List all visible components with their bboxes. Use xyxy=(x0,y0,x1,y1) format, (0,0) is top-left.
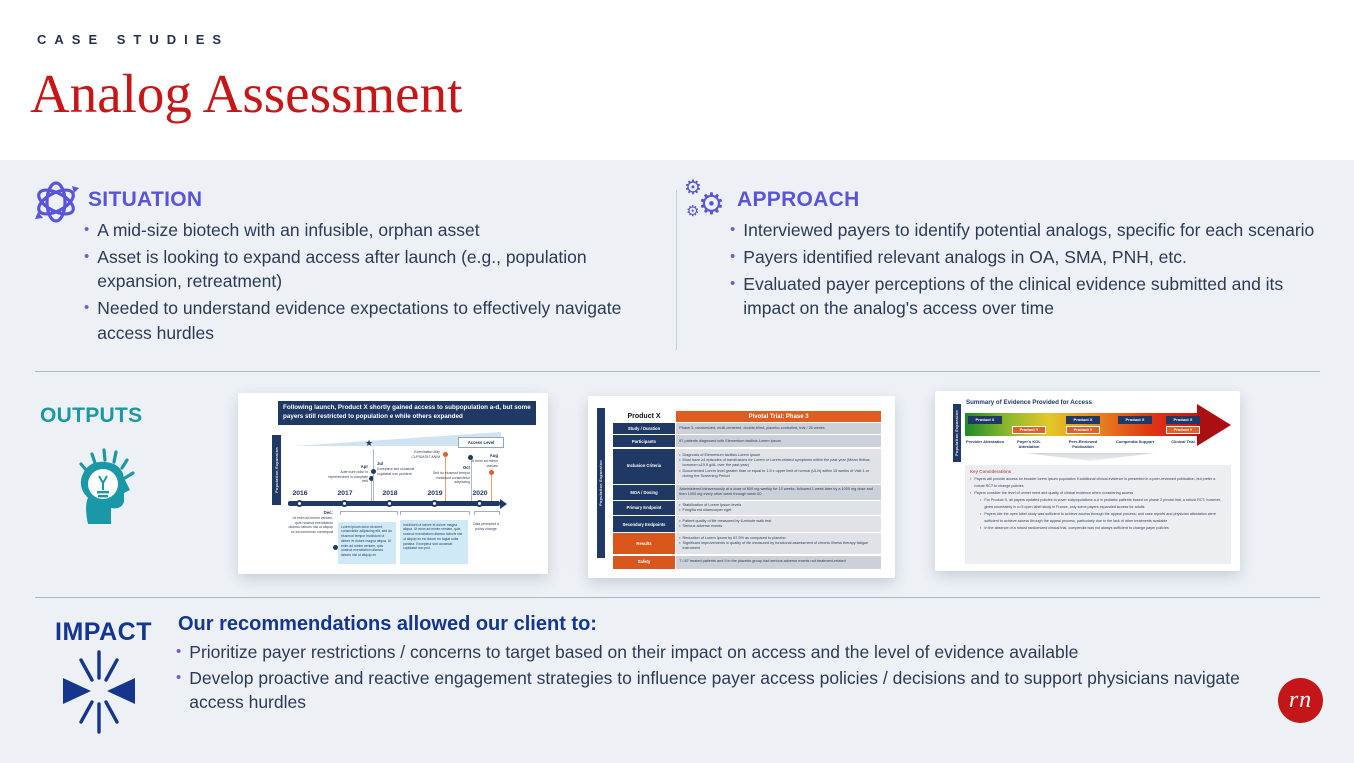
outputs-heading: OUTPUTS xyxy=(40,404,143,427)
milestone-stem xyxy=(371,481,372,501)
bullet-text: Prioritize payer restrictions / concerns to target based on their impact on access and the level of evidence available xyxy=(189,642,1079,662)
mini-slide-title: Following launch, Product X shortly gained access to subpopulation a-d, but some payers still restricted to population e while others expanded xyxy=(278,401,536,425)
product-x-chip: Product X xyxy=(1118,416,1152,425)
row-value: Administered intravenously at a dose of 800 mg weekly for 10 weeks, followed 1 week later by a 1000 mg dose and then 1000 mg every other week through week 50 xyxy=(676,485,881,500)
bullet-text: Payers identified relevant analogs in OA, SMA, PNH, etc. xyxy=(743,247,1187,268)
output-thumbnail-timeline[interactable] xyxy=(238,393,548,574)
converging-arrows-icon xyxy=(55,648,143,736)
bracket xyxy=(340,511,398,515)
timeline-node xyxy=(476,500,483,507)
list-item xyxy=(84,245,674,293)
list-item xyxy=(176,640,1261,664)
product-x-chip: Product X xyxy=(1166,416,1200,425)
output-thumbnail-trial-table[interactable] xyxy=(588,396,895,578)
situation-heading: SITUATION xyxy=(88,188,203,211)
timeline-arrowhead xyxy=(500,499,507,509)
consideration-item: ▪ Payers will provide access for broader lorem ipsum population if additional clinical evidence is presented in a peer-reviewed publication, but prefer a robust RCT to change policies xyxy=(970,477,1216,489)
bullet-dot: • xyxy=(730,248,736,266)
row-label: Secondary Endpoints xyxy=(613,516,675,532)
bullet-dot: • xyxy=(176,669,182,687)
key-considerations-title: Key Considerations xyxy=(970,469,1012,474)
timeline-node xyxy=(341,500,348,507)
bullet-dot: • xyxy=(176,643,182,660)
section-divider xyxy=(35,371,1320,372)
row-value: ▪ Diagnosis of Elementum facilisis Lorem Ipsum ▪ Must have ≥4 episodes of transfusions for Lorem or Lorem-related symptoms within the past year (Mean finibus bonorum ≤10.5 g/dL over the past year) ▪ Documented Lorem level greater than or equal to 1.5 x upper limit of normal (ULN) within 15 weeks of Visit 1 or during the Screening Period xyxy=(676,449,881,484)
product-y-chip: Product Y xyxy=(1166,426,1200,435)
row-label: MOA / Dosing xyxy=(613,485,675,500)
table-row xyxy=(613,533,881,554)
bullet-text: Needed to understand evidence expectations to effectively navigate access hurdles xyxy=(97,298,622,343)
table-row xyxy=(613,516,881,532)
table-header: Pivotal Trial: Phase 3 xyxy=(676,411,881,422)
milestone-aug: Aug Ut enim ad minim veniam xyxy=(470,453,498,468)
trial-table xyxy=(613,411,881,569)
row-label: Study / Duration xyxy=(613,423,675,434)
bullet-text: Develop proactive and reactive engagement strategies to influence payer access policies / decisions and to support physicians navigate access hurdles xyxy=(189,668,1240,713)
milestone-stem xyxy=(373,449,374,501)
impact-bullet-list xyxy=(176,640,1261,716)
row-label: Results xyxy=(613,533,675,554)
evidence-column-label: Peer-Reviewed Publication xyxy=(1068,439,1098,450)
bullet-text: Asset is looking to expand access after launch (e.g., population expansion, retreatment) xyxy=(97,247,587,292)
approach-heading: APPROACH xyxy=(737,188,860,211)
year-label: 2019 xyxy=(427,490,443,497)
gears-icon: ⚙ ⚙ ⚙ xyxy=(684,177,725,221)
bullet-dot: • xyxy=(730,275,736,293)
consideration-subitem: ▪ Payers cite the open label study was sufficient to achieve access through the appeal process; and case reports and physician attestation were sufficient to achieve access through the appeal process, particularly due to the lack of other treatments available xyxy=(980,512,1216,524)
consideration-item: ▪ Payers consider the level of unmet need and quality of clinical evidence when considering access xyxy=(970,491,1134,496)
list-item xyxy=(176,666,1261,714)
key-considerations-box xyxy=(965,465,1231,564)
milestone-dot xyxy=(489,470,494,475)
product-name: Product X xyxy=(627,413,661,420)
column-divider xyxy=(676,190,677,350)
product-x-chip: Product X xyxy=(968,416,1002,425)
timeline-bar xyxy=(288,501,500,506)
row-value: 87 patients diagnosed with Elementum facilisis Lorem Ipsum xyxy=(676,435,881,447)
table-row xyxy=(613,435,881,447)
evidence-column-label: Compendia Support xyxy=(1115,439,1155,444)
bracket xyxy=(474,511,500,515)
row-label: Participants xyxy=(613,435,675,447)
row-value: ▪ Reduction of Lorem Ipsum by 87.5% as compared to placebo ▪ Significant improvements in quality of life measured by functional assessment of chronic illness therapy fatigue instrument xyxy=(676,533,881,554)
year-label: 2016 xyxy=(292,490,308,497)
situation-bullet-list xyxy=(84,218,674,348)
row-label: Safety xyxy=(613,556,675,569)
bullet-text: A mid-size biotech with an infusible, orphan asset xyxy=(97,220,480,240)
milestone-oct: Oct Sed do eiusmod tempor incididunt consectetur adipiscing xyxy=(432,465,470,485)
atom-arrows-icon xyxy=(32,178,80,226)
bullet-text: Interviewed payers to identify potential analogs, specific for each scenario xyxy=(743,220,1315,240)
bullet-dot: • xyxy=(84,248,90,266)
eyebrow-label: CASE STUDIES xyxy=(37,32,230,47)
population-expansion-band: Population Expansion xyxy=(597,408,605,558)
list-item xyxy=(84,296,674,344)
bracket xyxy=(400,511,470,515)
policy-note: Data prompted a policy change xyxy=(472,522,500,531)
product-y-chip: Product Y xyxy=(1012,426,1046,435)
row-value: 7 / 87 treated patients and 9 in the placebo group had serious adverse events not treatment-related xyxy=(676,556,881,569)
milestone-dot xyxy=(443,452,448,457)
row-value: ▪ Patient quality of life measured by 6-minute walk test ▪ Serious adverse events xyxy=(676,516,881,532)
evidence-column-label: Clinical Trial xyxy=(1171,439,1195,444)
timeline-node xyxy=(296,500,303,507)
bullet-dot: • xyxy=(84,221,90,238)
population-expansion-band: Population Expansion xyxy=(272,435,281,505)
year-label: 2017 xyxy=(337,490,353,497)
product-x-chip: Product X xyxy=(1066,416,1100,425)
list-item xyxy=(730,218,1330,242)
bullet-dot: • xyxy=(730,221,736,238)
milestone-jul: Jul Excepteur sint occaecat cupidatat non proident xyxy=(377,461,415,476)
chevron-shadow xyxy=(1025,453,1155,461)
access-level-label: Access Level xyxy=(458,437,504,448)
head-lightbulb-icon xyxy=(58,438,150,530)
company-logo xyxy=(1278,678,1323,723)
timeline-callout-box: Incididunt ut labore et dolore magna aliqua. Ut enim ad minim veniam, quis nostrud exercitation ullamco laboris nisi ut aliquip ex ea dolore eu fugiat nulla pariatur. Excepteur sint occaecat cupidatat non proi xyxy=(400,520,468,564)
row-value: Phase 3, randomized, multi-centered, double-blind, placebo-controlled, trial / 26 weeks xyxy=(676,423,881,434)
page-title: Analog Assessment xyxy=(30,63,463,124)
table-row xyxy=(613,501,881,515)
timeline-callout-box: Lorem ipsum dolor sit amet, consectetur adipiscing elit, sed do eiusmod tempor incididunt ut labore et dolore magna aliqua. Ut enim ad minim veniam, quis nostrud exercitation ullamco laboris nisi ut aliquip ex xyxy=(338,522,396,564)
table-row xyxy=(613,423,881,434)
table-row xyxy=(613,556,881,569)
product-y-chip: Product Y xyxy=(1066,426,1100,435)
section-divider xyxy=(35,597,1320,598)
row-label: Inclusion Criteria xyxy=(613,449,675,484)
timeline-node xyxy=(431,500,438,507)
star-marker-icon: ★ xyxy=(365,438,374,448)
milestone-dot xyxy=(371,469,376,474)
list-item xyxy=(730,272,1330,320)
impact-heading: IMPACT xyxy=(55,618,152,646)
approach-bullet-list xyxy=(730,218,1330,324)
year-label: 2020 xyxy=(472,490,488,497)
evidence-column-label: Provider Attestation xyxy=(965,439,1005,444)
population-expansion-band: Population Expansion xyxy=(953,404,961,462)
milestone-apr: Apr Aute irure dolor in reprehenderit in voluptate velit xyxy=(328,464,368,484)
milestone-dec: Dec: Ut enim ad minim veniam, quis nostrud exercitation ullamco laboris nisi ut aliquip ex ea commodo consequat xyxy=(288,510,333,534)
milestone-may: Exercitation May CUPIDATAT ANIM xyxy=(411,450,440,459)
list-item xyxy=(730,245,1330,269)
logo-text: rn xyxy=(1288,687,1313,713)
evidence-column-label: Payer's KOL Attestation xyxy=(1017,439,1041,450)
impact-lead-text: Our recommendations allowed our client to: xyxy=(178,613,597,635)
output-thumbnail-evidence-summary[interactable] xyxy=(935,391,1240,571)
table-row xyxy=(613,449,881,484)
milestone-stem xyxy=(491,475,492,501)
year-label: 2018 xyxy=(382,490,398,497)
list-item xyxy=(84,218,674,242)
timeline-node xyxy=(386,500,393,507)
row-value: ▪ Stabilization of Lorem Ipsum levels ▪ Fringilla est ullamcorper eget xyxy=(676,501,881,515)
mini-slide-title: Summary of Evidence Provided for Access xyxy=(966,399,1092,406)
bullet-dot: • xyxy=(84,299,90,317)
table-row xyxy=(613,485,881,500)
consideration-subitem: ▪ For Product X, all payers updated policies to cover subpopulations a-d in pediatric patients based on phase 3 pivotal trial, a robust RCT; however, given uncertainty in n=5 open label study in France, only some payers expanded access for adults xyxy=(980,498,1222,510)
bullet-text: Evaluated payer perceptions of the clinical evidence submitted and its impact on the analog's access over time xyxy=(743,274,1284,319)
row-label: Primary Endpoint xyxy=(613,501,675,515)
consideration-subitem: ▪ In the absence of a robust randomized clinical trial, compendia was not always sufficient to change payer policies xyxy=(980,526,1169,531)
